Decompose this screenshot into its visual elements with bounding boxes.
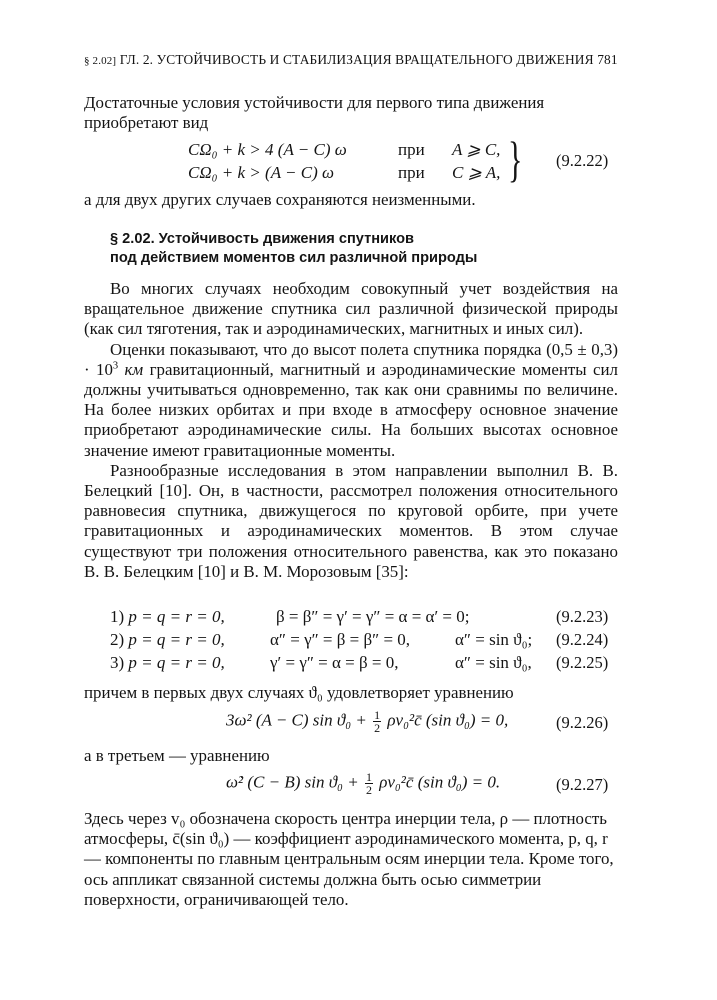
paragraph-3: Разнообразные исследования в этом направлении выполнил В. В. Белецкий [10]. Он, в частности, рассмотрел положения относительного равновесия спутника, движущегося по круговой орбите, при учете гравитационных и аэродинамических моментов. В этом случае существуют три положения относительного равенства, как это показано В. В. Белецким [10] и В. М. Морозовым [35]:	[84, 460, 618, 581]
case-2-condition: α″ = γ″ = β = β″ = 0,	[270, 630, 411, 649]
condition-2-when: при	[398, 163, 425, 182]
condition-2-relation: C ⩾ A,	[452, 163, 501, 182]
equation-number-9-2-23: (9.2.23)	[556, 607, 609, 626]
equation-number-9-2-25: (9.2.25)	[556, 653, 609, 672]
intro-after: а для двух других случаев сохраняются неизменными.	[84, 190, 476, 209]
equation-number-9-2-24: (9.2.24)	[556, 630, 609, 649]
case-3: 3) p = q = r = 0,	[110, 653, 225, 672]
condition-1-relation: A ⩾ C,	[452, 140, 501, 159]
case-2-extra: α″ = sin ϑ₀;	[455, 630, 533, 649]
condition-1: CΩ₀ + k > 4 (A − C) ω	[188, 140, 347, 159]
equation-number-9-2-27: (9.2.27)	[556, 775, 609, 794]
brace-symbol: }	[508, 131, 523, 187]
case-1-condition: β = β″ = γ′ = γ″ = α = α′ = 0;	[276, 607, 470, 626]
running-head	[84, 52, 624, 68]
condition-2: CΩ₀ + k > (A − C) ω	[188, 163, 334, 182]
fraction-half: $\frac{1}{2}$	[374, 708, 381, 735]
intro-lead: Достаточные условия устойчивости для первого типа движения приобретают вид	[84, 93, 545, 133]
page-number: 781	[597, 52, 618, 67]
section-heading-line-2: под действием моментов сил различной природы	[110, 250, 478, 266]
intro-text	[84, 93, 618, 133]
chapter-title: ГЛ. 2. УСТОЙЧИВОСТЬ И СТАБИЛИЗАЦИЯ ВРАЩАТЕЛЬНОГО ДВИЖЕНИЯ	[119, 52, 594, 67]
equation-9-2-27: ω̇² (C − B) sin ϑ₀ + $\frac{1}{2}$ ρv₀²c̄ (sin ϑ₀) = 0.	[226, 770, 501, 797]
fraction-half: $\frac{1}{2}$	[365, 770, 372, 797]
section-reference: § 2.02]	[84, 55, 117, 67]
case-1: 1) p = q = r = 0,	[110, 607, 225, 626]
mid-text-1: причем в первых двух случаях ϑ₀ удовлетворяет уравнению	[84, 683, 514, 702]
mid-text-2: а в третьем — уравнению	[84, 746, 270, 765]
equation-number-9-2-22: (9.2.22)	[556, 151, 609, 170]
case-3-extra: α″ = sin ϑ₀,	[455, 653, 532, 672]
paragraph-2: Оценки показывают, что до высот полета спутника порядка $(0,5 \pm 0,3) \cdot 10^3$ км гравитационный, магнитный и аэродинамические моменты сил должны учитываться одновременно, так как они сравнимы по величине. На более низких орбитах и при входе в атмосферу основное значение приобретают аэродинамические силы. На больших высотах основное значение имеют гравитационные моменты.	[84, 339, 618, 460]
section-heading	[110, 230, 610, 268]
section-heading-line-1: § 2.02. Устойчивость движения спутников	[110, 231, 415, 247]
body-paragraphs	[84, 279, 618, 582]
equation-number-9-2-26: (9.2.26)	[556, 713, 609, 732]
equation-9-2-26: 3ω² (A − C) sin ϑ₀ + $\frac{1}{2}$ ρv₀²c̄ (sin ϑ₀) = 0,	[226, 708, 509, 735]
condition-1-when: при	[398, 140, 425, 159]
case-2: 2) p = q = r = 0,	[110, 630, 225, 649]
paragraph-1: Во многих случаях необходим совокупный учет воздействия на вращательное движение спутника сил различной физической природы (как сил тяготения, так и аэродинамических, магнитных и иных сил).	[84, 279, 618, 339]
final-paragraph: Здесь через v₀ обозначена скорость центра инерции тела, ρ — плотность атмосферы, c̄(sin ϑ₀) — коэффициент аэродинамического момента, p, q, r — компоненты по главным центральным осям инерции тела. Кроме того, ось аппликат связанной системы должна быть осью симметрии поверхности, ограничивающей тело.	[84, 809, 614, 909]
case-3-condition: γ′ = γ″ = α = β = 0,	[270, 653, 399, 672]
